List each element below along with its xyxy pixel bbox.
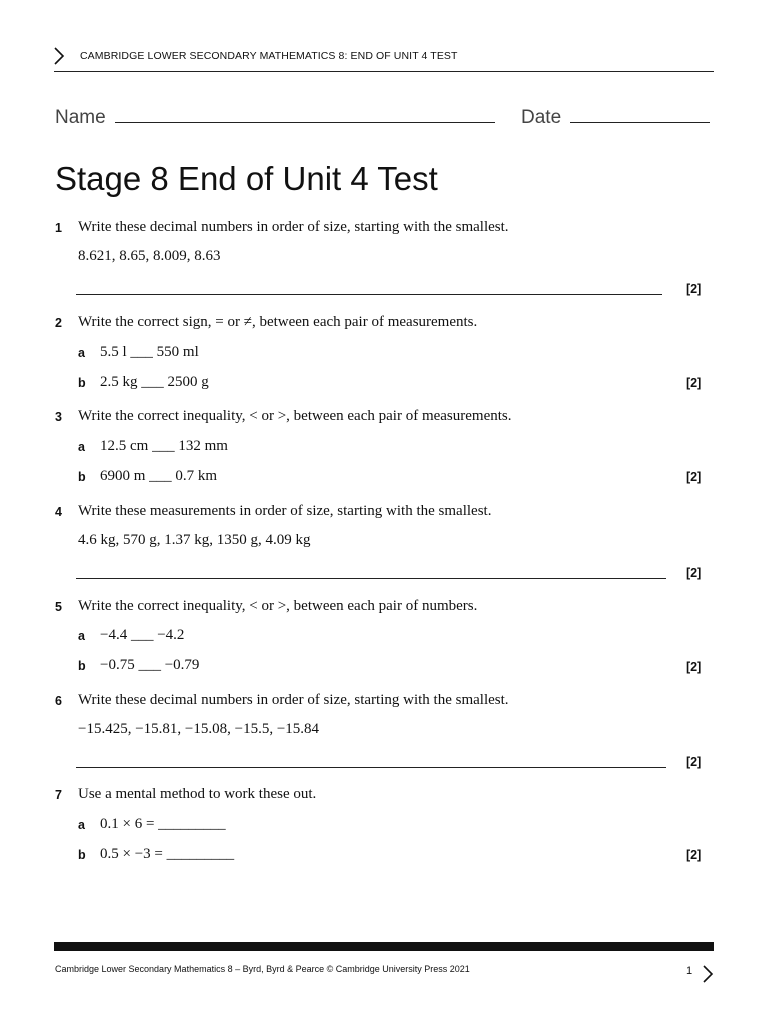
answer-line[interactable] [76,767,666,768]
marks-label: [2] [686,376,702,390]
question-text: Write these measurements in order of size, starting with the smallest. [78,503,492,519]
part-label: b [78,376,86,390]
question-number: 5 [55,600,62,614]
question-number: 1 [55,221,62,235]
marks-label: [2] [686,566,702,580]
page-title: Stage 8 End of Unit 4 Test [55,160,438,197]
part-label: a [78,440,85,454]
chevron-right-icon [52,46,66,66]
question-number: 7 [55,788,62,802]
marks-label: [2] [686,282,702,296]
header-divider [54,71,714,72]
part-text: 6900 m ___ 0.7 km [100,468,218,484]
date-blank[interactable] [570,104,710,123]
question-text: Write these decimal numbers in order of size, starting with the smallest. [78,692,509,708]
part-label: a [78,629,85,643]
question-content: −15.425, −15.81, −15.08, −15.5, −15.84 [78,721,320,737]
part-text: −0.75 ___ −0.79 [100,657,200,673]
part-text: 0.5 × −3 = _________ [100,846,235,862]
footer-credit: Cambridge Lower Secondary Mathematics 8 – Byrd, Byrd & Pearce © Cambridge University Press 2021 [55,964,470,974]
marks-label: [2] [686,470,702,484]
question-content: 4.6 kg, 570 g, 1.37 kg, 1350 g, 4.09 kg [78,532,311,548]
name-field[interactable] [55,104,495,129]
part-label: b [78,470,86,484]
question-number: 4 [55,505,62,519]
part-text: 0.1 × 6 = _________ [100,816,226,832]
answer-line[interactable] [76,294,662,295]
question-text: Write these decimal numbers in order of size, starting with the smallest. [78,219,509,235]
marks-label: [2] [686,660,702,674]
part-label: b [78,848,86,862]
part-label: a [78,346,85,360]
part-text: 5.5 l ___ 550 ml [100,344,199,360]
name-label: Name [55,107,106,128]
part-text: −4.4 ___ −4.2 [100,627,185,643]
part-label: b [78,659,86,673]
marks-label: [2] [686,755,702,769]
header-title: CAMBRIDGE LOWER SECONDARY MATHEMATICS 8: END OF UNIT 4 TEST [80,50,458,62]
question-text: Write the correct inequality, < or >, between each pair of measurements. [78,408,512,424]
name-blank[interactable] [115,104,495,123]
chevron-right-icon[interactable] [702,964,714,984]
part-label: a [78,818,85,832]
part-text: 2.5 kg ___ 2500 g [100,374,209,390]
question-text: Write the correct inequality, < or >, between each pair of numbers. [78,598,478,614]
answer-line[interactable] [76,578,666,579]
part-text: 12.5 cm ___ 132 mm [100,438,228,454]
date-label: Date [521,107,562,128]
footer-divider-bar [54,942,714,951]
question-text: Use a mental method to work these out. [78,786,317,802]
question-text: Write the correct sign, = or ≠, between each pair of measurements. [78,314,478,330]
question-number: 2 [55,316,62,330]
question-number: 6 [55,694,62,708]
date-field[interactable] [521,104,710,129]
page-number: 1 [686,965,693,977]
question-content: 8.621, 8.65, 8.009, 8.63 [78,248,221,264]
question-number: 3 [55,410,62,424]
marks-label: [2] [686,848,702,862]
